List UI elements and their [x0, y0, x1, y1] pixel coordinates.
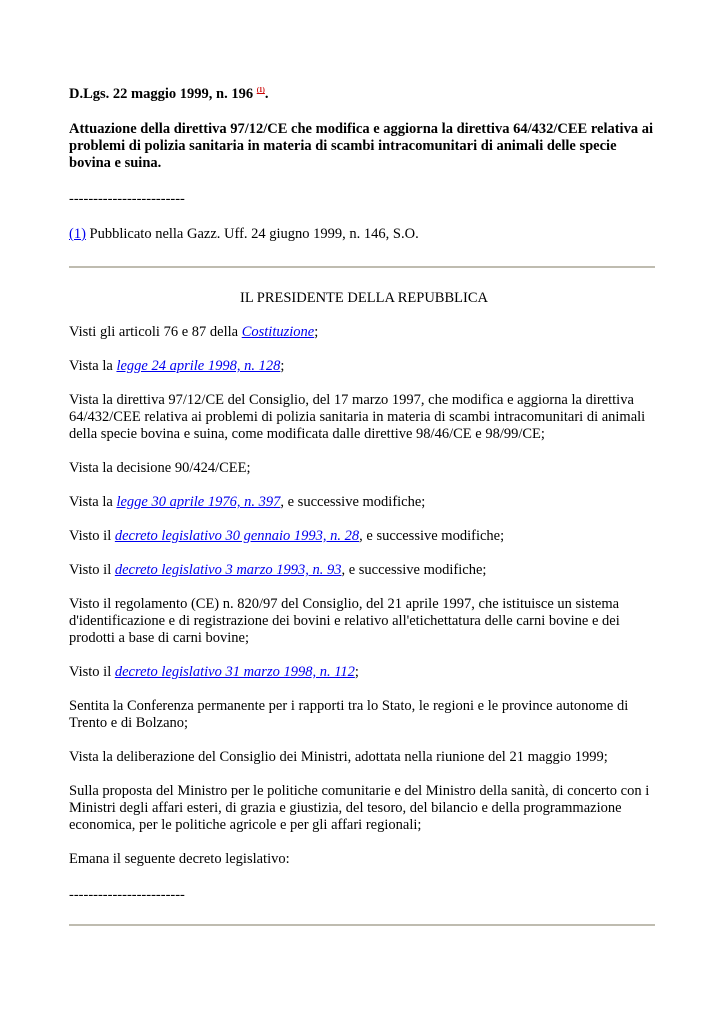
- paragraph-emana: Emana il seguente decreto legislativo:: [69, 851, 290, 867]
- footnote-link[interactable]: (1): [69, 226, 86, 242]
- document-title: [69, 86, 659, 103]
- p1-pre: Visti gli articoli 76 e 87 della: [69, 324, 242, 340]
- title-footnote-ref: [257, 86, 265, 94]
- dlgs-28-link[interactable]: decreto legislativo 30 gennaio 1993, n. 28: [114, 528, 360, 544]
- divider-bottom: [69, 924, 655, 926]
- p5-post: , e successive modifiche;: [280, 494, 426, 510]
- paragraph-legge-128: [69, 358, 659, 375]
- p6-pre: Visto il: [69, 528, 115, 544]
- footnote-text: Pubblicato nella Gazz. Uff. 24 giugno 1999, n. 146, S.O.: [85, 226, 419, 242]
- document-page: [69, 86, 659, 243]
- p9-pre: Visto il: [69, 664, 115, 680]
- p7-pre: Visto il: [69, 562, 115, 578]
- dlgs-93-link[interactable]: decreto legislativo 3 marzo 1993, n. 93: [114, 562, 342, 578]
- p7-post: , e successive modifiche;: [341, 562, 487, 578]
- paragraph-proposta: Sulla proposta del Ministro per le politiche comunitarie e del Ministro della sanità, di concerto con i Ministri degli affari esteri, di grazia e giustizia, del tesoro, del bilancio e della programmazione economica, per le politiche agricole e per gli affari regionali;: [69, 783, 650, 833]
- p6-post: , e successive modifiche;: [359, 528, 505, 544]
- header-separator: ------------------------: [69, 191, 185, 207]
- paragraph-decisione: Vista la decisione 90/424/CEE;: [69, 460, 251, 476]
- p2-post: ;: [280, 358, 285, 374]
- paragraph-direttiva: Vista la direttiva 97/12/CE del Consiglio, del 17 marzo 1997, che modifica e aggiorna la direttiva 64/432/CEE relativa ai problemi di polizia sanitaria in materia di scambi intracomunitari di animali della specie bovina e suina, come modificata dalle direttive 98/46/CE e 98/99/CE;: [69, 392, 646, 442]
- paragraph-costituzione: [69, 324, 659, 341]
- divider-top: [69, 266, 655, 268]
- legge-128-link[interactable]: legge 24 aprile 1998, n. 128: [116, 358, 281, 374]
- paragraph-deliberazione: Vista la deliberazione del Consiglio dei Ministri, adottata nella riunione del 21 maggio 1999;: [69, 749, 608, 765]
- document-subtitle: Attuazione della direttiva 97/12/CE che modifica e aggiorna la direttiva 64/432/CEE relativa ai problemi di polizia sanitaria in materia di scambi intracomunitari di animali delle specie bovina e suina.: [69, 121, 653, 171]
- president-heading: IL PRESIDENTE DELLA REPUBBLICA: [240, 290, 488, 306]
- paragraph-dlgs-93: [69, 562, 659, 579]
- p1-post: ;: [314, 324, 319, 340]
- footnote-ref-link[interactable]: (1): [256, 86, 265, 95]
- title-text: D.Lgs. 22 maggio 1999, n. 196: [69, 86, 254, 102]
- dlgs-112-link[interactable]: decreto legislativo 31 marzo 1998, n. 112: [114, 664, 355, 680]
- costituzione-link[interactable]: Costituzione: [241, 324, 315, 340]
- p5-pre: Vista la: [69, 494, 117, 510]
- paragraph-regolamento: Visto il regolamento (CE) n. 820/97 del Consiglio, del 21 aprile 1997, che istituisce un sistema d'identificazione e di registrazione dei bovini e relativo all'etichettatura delle carni bovine e dei prodotti a base di carni bovine;: [69, 596, 620, 646]
- p2-pre: Vista la: [69, 358, 117, 374]
- title-end: .: [264, 86, 269, 102]
- paragraph-conferenza: Sentita la Conferenza permanente per i rapporti tra lo Stato, le regioni e le province autonome di Trento e di Bolzano;: [69, 698, 629, 731]
- paragraph-dlgs-112: [69, 664, 659, 681]
- legge-397-link[interactable]: legge 30 aprile 1976, n. 397: [116, 494, 281, 510]
- paragraph-dlgs-28: [69, 528, 659, 545]
- body-separator: ------------------------: [69, 887, 185, 903]
- footnote: [69, 226, 659, 243]
- p9-post: ;: [354, 664, 359, 680]
- document-body: [69, 290, 659, 904]
- paragraph-legge-397: [69, 494, 659, 511]
